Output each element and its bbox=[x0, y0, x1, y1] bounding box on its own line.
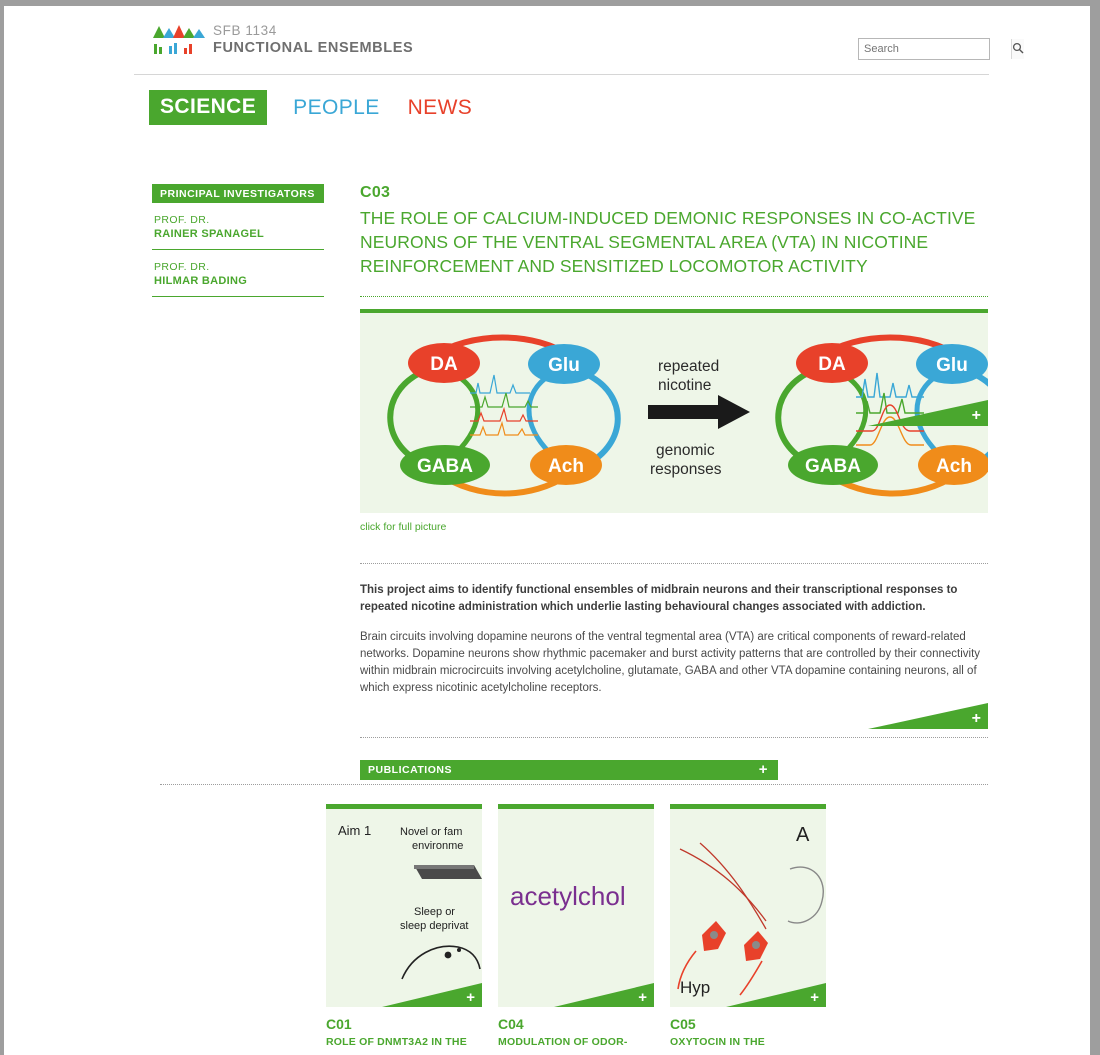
figure-expand-button[interactable] bbox=[868, 400, 988, 426]
site-logo[interactable] bbox=[149, 22, 413, 58]
card-thumbnail-c04 bbox=[498, 804, 654, 1007]
plus-icon: + bbox=[466, 989, 475, 1006]
svg-text:DA: DA bbox=[818, 354, 846, 375]
search-box[interactable] bbox=[858, 38, 990, 60]
figure-expand-corner bbox=[868, 400, 988, 426]
logo-text bbox=[213, 22, 413, 55]
divider-dotted-green bbox=[360, 296, 988, 297]
project-lead-text: This project aims to identify functional ensembles of midbrain neurons and their transcriptional responses to repeated nicotine administration which underlie lasting behavioural changes associated with addiction. bbox=[360, 584, 958, 613]
svg-text:Novel or fam: Novel or fam bbox=[400, 826, 463, 838]
header-divider bbox=[134, 74, 989, 75]
text-expand-button[interactable] bbox=[360, 703, 988, 729]
card-code-c01: C01 bbox=[326, 1016, 352, 1032]
text-expand-triangle bbox=[868, 703, 988, 729]
svg-text:Glu: Glu bbox=[548, 355, 580, 376]
site-header bbox=[4, 6, 1090, 68]
svg-text:Ach: Ach bbox=[548, 456, 584, 477]
search-button[interactable] bbox=[1011, 39, 1024, 59]
pi-name-0: RAINER SPANAGEL bbox=[154, 228, 265, 240]
pi-title-0: PROF. DR. bbox=[154, 214, 210, 226]
svg-text:acetylchol: acetylchol bbox=[510, 881, 626, 911]
main-nav bbox=[149, 90, 474, 125]
divider-dotted-grey-1 bbox=[360, 563, 988, 564]
publications-label: PUBLICATIONS bbox=[368, 764, 452, 776]
card-thumbnail-c01 bbox=[326, 804, 482, 1007]
card-code-c04: C04 bbox=[498, 1016, 524, 1032]
plus-icon: + bbox=[971, 710, 981, 727]
logo-line-1: SFB 1134 bbox=[213, 23, 277, 38]
sidebar-heading: PRINCIPAL INVESTIGATORS bbox=[152, 184, 324, 203]
project-card-c04[interactable] bbox=[498, 804, 654, 1049]
nav-item-news[interactable]: NEWS bbox=[407, 95, 473, 119]
nav-item-people[interactable]: PEOPLE bbox=[293, 95, 380, 119]
logo-line-2: FUNCTIONAL ENSEMBLES bbox=[213, 39, 414, 56]
sidebar-item-pi-0[interactable] bbox=[152, 203, 324, 250]
card-title-c01: ROLE OF DNMT3A2 IN THE bbox=[326, 1036, 467, 1048]
figure-expand-triangle bbox=[868, 400, 988, 426]
related-projects bbox=[326, 804, 826, 1049]
divider-dotted-grey-3 bbox=[160, 784, 988, 785]
svg-text:sleep deprivat: sleep deprivat bbox=[400, 920, 469, 932]
svg-text:DA: DA bbox=[430, 354, 458, 375]
sidebar bbox=[152, 184, 324, 297]
project-code: C03 bbox=[360, 184, 391, 201]
search-input[interactable] bbox=[859, 39, 1011, 59]
svg-text:Aim 1: Aim 1 bbox=[338, 823, 372, 838]
svg-text:Sleep or: Sleep or bbox=[414, 906, 455, 918]
project-card-c01[interactable] bbox=[326, 804, 482, 1049]
card-expand-corner-c04[interactable] bbox=[554, 983, 654, 1007]
svg-text:genomic: genomic bbox=[656, 442, 715, 459]
card-expand-corner-c05[interactable] bbox=[726, 983, 826, 1007]
svg-text:repeated: repeated bbox=[658, 358, 720, 375]
svg-text:environme: environme bbox=[412, 840, 464, 852]
window-chrome-right bbox=[1090, 0, 1100, 1055]
divider-dotted-grey-2 bbox=[360, 737, 988, 738]
plus-icon: + bbox=[810, 989, 819, 1006]
plus-icon: + bbox=[758, 761, 768, 778]
text-expand-corner bbox=[868, 703, 988, 729]
nav-item-science[interactable]: SCIENCE bbox=[149, 90, 267, 125]
project-title: THE ROLE OF CALCIUM-INDUCED DEMONIC RESPONSES IN CO-ACTIVE NEURONS OF THE VENTRAL SEGMENTAL AREA (VTA) IN NICOTINE REINFORCEMENT AND SENSITIZED LOCOMOTOR ACTIVITY bbox=[360, 208, 976, 276]
card-title-c05: OXYTOCIN IN THE bbox=[670, 1036, 765, 1048]
sidebar-item-pi-1[interactable] bbox=[152, 250, 324, 297]
plus-icon: + bbox=[971, 407, 981, 424]
project-article bbox=[360, 184, 988, 780]
svg-text:GABA: GABA bbox=[805, 456, 861, 477]
card-code-c05: C05 bbox=[670, 1016, 696, 1032]
publications-bar[interactable] bbox=[360, 760, 778, 780]
plus-icon: + bbox=[638, 989, 647, 1006]
svg-text:Ach: Ach bbox=[936, 456, 972, 477]
svg-text:Hyp: Hyp bbox=[680, 978, 711, 997]
svg-text:responses: responses bbox=[650, 461, 722, 478]
card-thumbnail-c05 bbox=[670, 804, 826, 1007]
pi-name-1: HILMAR BADING bbox=[154, 275, 248, 287]
search-icon bbox=[1012, 42, 1024, 57]
svg-text:GABA: GABA bbox=[417, 456, 473, 477]
svg-text:nicotine: nicotine bbox=[658, 377, 712, 394]
page-content bbox=[4, 6, 1090, 1055]
card-expand-corner-c01[interactable] bbox=[382, 983, 482, 1007]
svg-text:A: A bbox=[796, 824, 810, 846]
card-title-c04: MODULATION OF ODOR- bbox=[498, 1036, 628, 1048]
project-paragraph: Brain circuits involving dopamine neurons of the ventral tegmental area (VTA) are critical components of reward-related networks. Dopamine neurons show rhythmic pacemaker and burst activity patterns that are controlled by their connectivity within midbrain microcircuits involving acetylcholine, glutamate, GABA and other VTA dopamine containing neurons, all of which express nicotinic acetylcholine receptors. bbox=[360, 631, 981, 694]
svg-text:Glu: Glu bbox=[936, 355, 968, 376]
project-card-c05[interactable] bbox=[670, 804, 826, 1049]
pi-title-1: PROF. DR. bbox=[154, 261, 210, 273]
figure-caption-link[interactable]: click for full picture bbox=[360, 521, 447, 533]
sfb-logo-icon bbox=[149, 22, 207, 58]
